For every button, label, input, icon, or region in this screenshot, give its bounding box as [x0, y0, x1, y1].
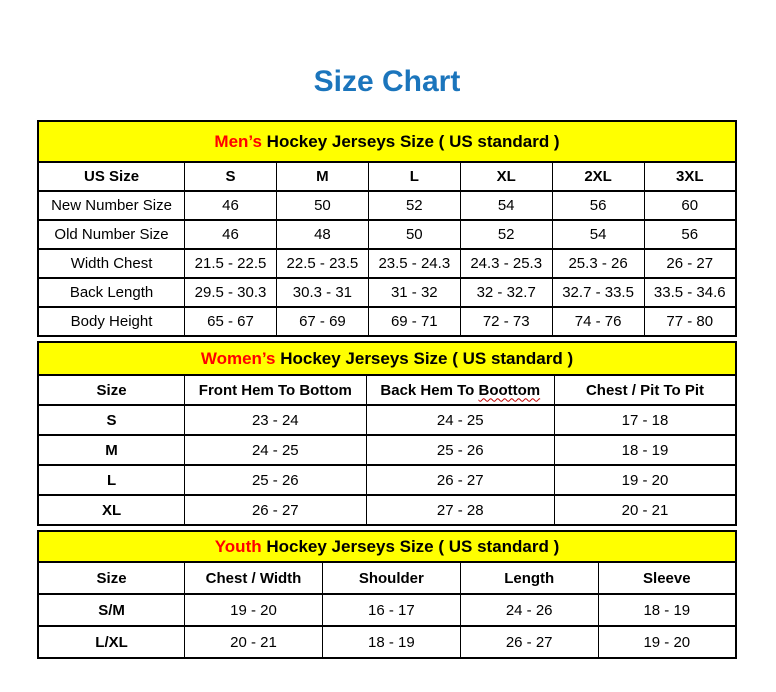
column-header-cell: Front Hem To Bottom: [185, 375, 366, 405]
row-label-cell: Old Number Size: [38, 220, 185, 249]
value-cell: 32 - 32.7: [460, 278, 552, 307]
youth-title-group-word: Youth: [214, 536, 262, 556]
row-label-cell: L/XL: [38, 626, 185, 658]
value-cell: 26 - 27: [185, 495, 366, 525]
value-cell: 31 - 32: [368, 278, 460, 307]
mens-title-group-word: Men’s: [214, 131, 262, 151]
value-cell: 52: [460, 220, 552, 249]
womens-table-title-row: [38, 342, 736, 375]
womens-table-row: [38, 435, 736, 465]
value-cell: 52: [368, 191, 460, 220]
column-header-cell: M: [276, 162, 368, 191]
womens-table-row: [38, 405, 736, 435]
column-header-cell: L: [368, 162, 460, 191]
misspelled-word: Boottom: [478, 381, 541, 399]
value-cell: 29.5 - 30.3: [185, 278, 277, 307]
value-cell: 26 - 27: [644, 249, 736, 278]
value-cell: 46: [185, 191, 277, 220]
youth-title-text: Hockey Jerseys Size ( US standard ): [261, 536, 560, 556]
row-label-cell: Width Chest: [38, 249, 185, 278]
value-cell: 72 - 73: [460, 307, 552, 336]
column-header-cell: Sleeve: [598, 562, 736, 594]
youth-table-body: [38, 562, 736, 658]
mens-table-row: [38, 307, 736, 336]
value-cell: 27 - 28: [366, 495, 554, 525]
column-header-cell: Chest / Pit To Pit: [555, 375, 737, 405]
value-cell: 24 - 25: [366, 405, 554, 435]
mens-table-body: [38, 162, 736, 336]
mens-size-table: [37, 120, 737, 337]
value-cell: 54: [552, 220, 644, 249]
womens-title-group-word: Women’s: [200, 348, 276, 368]
value-cell: 67 - 69: [276, 307, 368, 336]
value-cell: 24 - 25: [185, 435, 366, 465]
column-header-cell: Chest / Width: [185, 562, 323, 594]
value-cell: 77 - 80: [644, 307, 736, 336]
column-header-cell: Length: [460, 562, 598, 594]
value-cell: 48: [276, 220, 368, 249]
column-header-cell: 3XL: [644, 162, 736, 191]
womens-table-row: [38, 495, 736, 525]
value-cell: 18 - 19: [555, 435, 737, 465]
mens-table-title-band: [38, 121, 736, 162]
value-cell: 25 - 26: [366, 435, 554, 465]
value-cell: 24.3 - 25.3: [460, 249, 552, 278]
womens-table-row: [38, 465, 736, 495]
page-title: Size Chart: [313, 65, 461, 98]
value-cell: 50: [276, 191, 368, 220]
value-cell: 46: [185, 220, 277, 249]
row-label-cell: S: [38, 405, 185, 435]
value-cell: 33.5 - 34.6: [644, 278, 736, 307]
column-header-cell: Size: [38, 562, 185, 594]
value-cell: 16 - 17: [322, 594, 460, 626]
value-cell: 74 - 76: [552, 307, 644, 336]
womens-title-text: Hockey Jerseys Size ( US standard ): [275, 348, 574, 368]
row-label-cell: L: [38, 465, 185, 495]
column-header-cell: Size: [38, 375, 185, 405]
value-cell: 22.5 - 23.5: [276, 249, 368, 278]
value-cell: 23.5 - 24.3: [368, 249, 460, 278]
youth-table-row: [38, 594, 736, 626]
value-cell: 54: [460, 191, 552, 220]
value-cell: 19 - 20: [555, 465, 737, 495]
value-cell: 69 - 71: [368, 307, 460, 336]
value-cell: 25.3 - 26: [552, 249, 644, 278]
column-header-cell: 2XL: [552, 162, 644, 191]
womens-size-table: [37, 341, 737, 526]
value-cell: 32.7 - 33.5: [552, 278, 644, 307]
value-cell: 25 - 26: [185, 465, 366, 495]
value-cell: 20 - 21: [185, 626, 323, 658]
row-label-cell: Body Height: [38, 307, 185, 336]
value-cell: 26 - 27: [366, 465, 554, 495]
row-label-cell: Back Length: [38, 278, 185, 307]
value-cell: 18 - 19: [322, 626, 460, 658]
mens-table-row: [38, 278, 736, 307]
value-cell: 56: [552, 191, 644, 220]
column-header-cell: S: [185, 162, 277, 191]
mens-table-row: [38, 220, 736, 249]
column-header-cell: Shoulder: [322, 562, 460, 594]
value-cell: 60: [644, 191, 736, 220]
value-cell: 23 - 24: [185, 405, 366, 435]
mens-column-header-row: [38, 162, 736, 191]
mens-table-title-row: [38, 121, 736, 162]
row-label-cell: S/M: [38, 594, 185, 626]
value-cell: 20 - 21: [555, 495, 737, 525]
value-cell: 19 - 20: [185, 594, 323, 626]
value-cell: 19 - 20: [598, 626, 736, 658]
value-cell: 56: [644, 220, 736, 249]
value-cell: 26 - 27: [460, 626, 598, 658]
womens-column-header-row: [38, 375, 736, 405]
mens-table-row: [38, 249, 736, 278]
mens-table-row: [38, 191, 736, 220]
womens-table-body: [38, 375, 736, 525]
size-chart-content: [37, 64, 737, 659]
womens-table-title-band: [38, 342, 736, 375]
row-label-cell: XL: [38, 495, 185, 525]
value-cell: 30.3 - 31: [276, 278, 368, 307]
youth-column-header-row: [38, 562, 736, 594]
value-cell: 17 - 18: [555, 405, 737, 435]
value-cell: 21.5 - 22.5: [185, 249, 277, 278]
value-cell: 65 - 67: [185, 307, 277, 336]
row-label-cell: New Number Size: [38, 191, 185, 220]
youth-table-title-band: [38, 531, 736, 562]
value-cell: 18 - 19: [598, 594, 736, 626]
youth-size-table: [37, 530, 737, 659]
youth-table-row: [38, 626, 736, 658]
value-cell: 24 - 26: [460, 594, 598, 626]
row-label-cell: M: [38, 435, 185, 465]
youth-table-title-row: [38, 531, 736, 562]
mens-title-text: Hockey Jerseys Size ( US standard ): [261, 131, 560, 151]
column-header-cell: XL: [460, 162, 552, 191]
value-cell: 50: [368, 220, 460, 249]
column-header-cell: US Size: [38, 162, 185, 191]
column-header-cell: Back Hem To Boottom: [366, 375, 554, 405]
